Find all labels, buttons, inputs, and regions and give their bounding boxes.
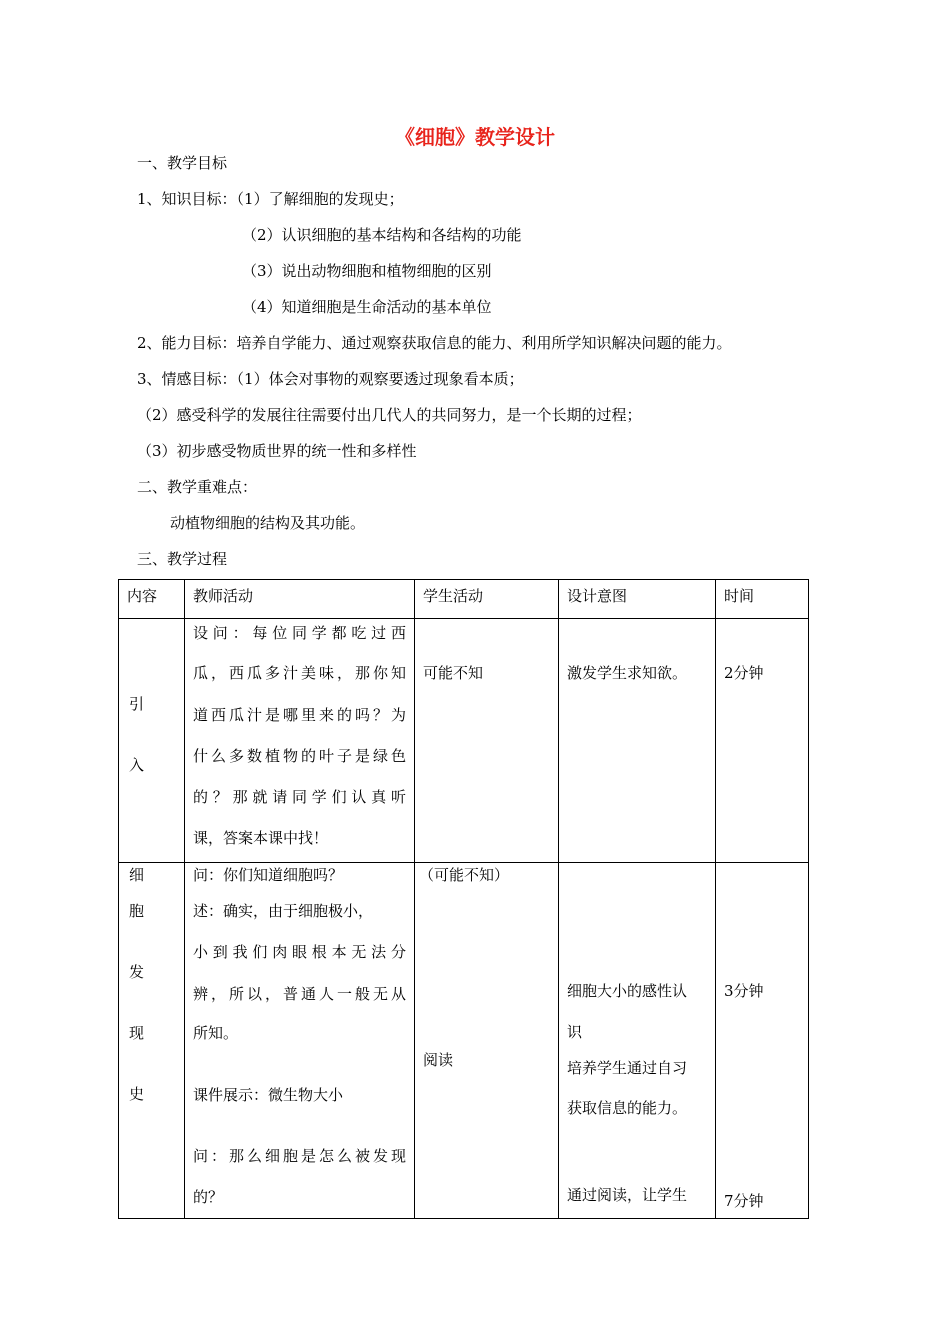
knowledge-item: （4）知道细胞是生命活动的基本单位	[242, 298, 492, 316]
design-intent-cell	[559, 863, 716, 1219]
time-text: 3分钟	[724, 982, 764, 1000]
design-intent-text: 培养学生通过自习	[567, 1059, 688, 1077]
section-heading-objectives: 一、教学目标	[137, 154, 228, 172]
row-content-cell	[119, 619, 185, 863]
teacher-line: 道西瓜汁是哪里来的吗？为	[193, 706, 406, 724]
document-title: 《细胞》教学设计	[395, 125, 555, 149]
content-char: 史	[129, 1085, 145, 1103]
table-row	[119, 619, 809, 863]
design-intent-text: 细胞大小的感性认	[567, 982, 688, 1000]
design-intent-text: 激发学生求知欲。	[567, 664, 688, 682]
content-char: 发	[129, 963, 145, 981]
student-activity-text: 阅读	[423, 1051, 454, 1069]
content-char: 胞	[129, 902, 145, 920]
row-content-cell	[119, 863, 185, 1219]
teacher-line: 设问：每位同学都吃过西	[193, 624, 406, 642]
teacher-activity-cell	[185, 619, 415, 863]
content-char: 引	[129, 695, 145, 713]
knowledge-objective: 1、知识目标：（1）了解细胞的发现史；	[137, 190, 404, 208]
teacher-line: 瓜，西瓜多汁美味，那你知	[193, 664, 406, 682]
design-intent-text: 获取信息的能力。	[567, 1099, 688, 1117]
emotion-objective: 3、情感目标：（1）体会对事物的观察要透过现象看本质；	[137, 370, 524, 388]
teacher-line: 问：那么细胞是怎么被发现	[193, 1147, 406, 1165]
teacher-line: 课件展示：微生物大小	[193, 1086, 344, 1104]
content-char: 现	[129, 1024, 145, 1042]
key-points-content: 动植物细胞的结构及其功能。	[170, 514, 366, 532]
student-activity-cell	[415, 863, 559, 1219]
teacher-line: 小到我们肉眼根本无法分	[193, 943, 406, 961]
time-text: 7分钟	[724, 1192, 764, 1210]
ability-objective: 2、能力目标：培养自学能力、通过观察获取信息的能力、利用所学知识解决问题的能力。	[137, 334, 732, 352]
teacher-line: 的？	[193, 1188, 224, 1206]
content-char: 入	[129, 756, 145, 774]
header-teacher-activity: 教师活动	[185, 580, 415, 619]
teacher-line: 所知。	[193, 1024, 239, 1042]
header-content: 内容	[119, 580, 185, 619]
knowledge-item: （3）说出动物细胞和植物细胞的区别	[242, 262, 492, 280]
teacher-line: 问：你们知道细胞吗？	[193, 866, 344, 884]
teacher-line: 什么多数植物的叶子是绿色	[193, 747, 406, 765]
student-activity-text: 可能不知	[423, 664, 484, 682]
teacher-line: 辨，所以，普通人一般无从	[193, 985, 406, 1003]
design-intent-cell	[559, 619, 716, 863]
teacher-activity-cell	[185, 863, 415, 1219]
header-design-intent: 设计意图	[559, 580, 716, 619]
content-char: 细	[129, 866, 145, 884]
header-time: 时间	[716, 580, 809, 619]
section-heading-key-points: 二、教学重难点：	[137, 478, 258, 496]
table-header-row	[119, 580, 809, 619]
design-intent-text: 通过阅读，让学生	[567, 1186, 688, 1204]
section-heading-process: 三、教学过程	[137, 550, 228, 568]
teacher-line: 述：确实，由于细胞极小，	[193, 902, 374, 920]
teacher-line: 的？那就请同学们认真听	[193, 788, 406, 806]
teacher-line: 课，答案本课中找！	[193, 829, 329, 847]
time-cell	[716, 619, 809, 863]
design-intent-text: 识	[567, 1023, 583, 1041]
table-row	[119, 863, 809, 1219]
teaching-process-table	[118, 579, 809, 1219]
student-activity-cell	[415, 619, 559, 863]
emotion-item: （2）感受科学的发展往往需要付出几代人的共同努力，是一个长期的过程；	[137, 406, 642, 424]
knowledge-item: （2）认识细胞的基本结构和各结构的功能	[242, 226, 522, 244]
emotion-item: （3）初步感受物质世界的统一性和多样性	[137, 442, 417, 460]
time-cell	[716, 863, 809, 1219]
time-text: 2分钟	[724, 664, 764, 682]
header-student-activity: 学生活动	[415, 580, 559, 619]
student-activity-text: （可能不知）	[419, 866, 510, 884]
